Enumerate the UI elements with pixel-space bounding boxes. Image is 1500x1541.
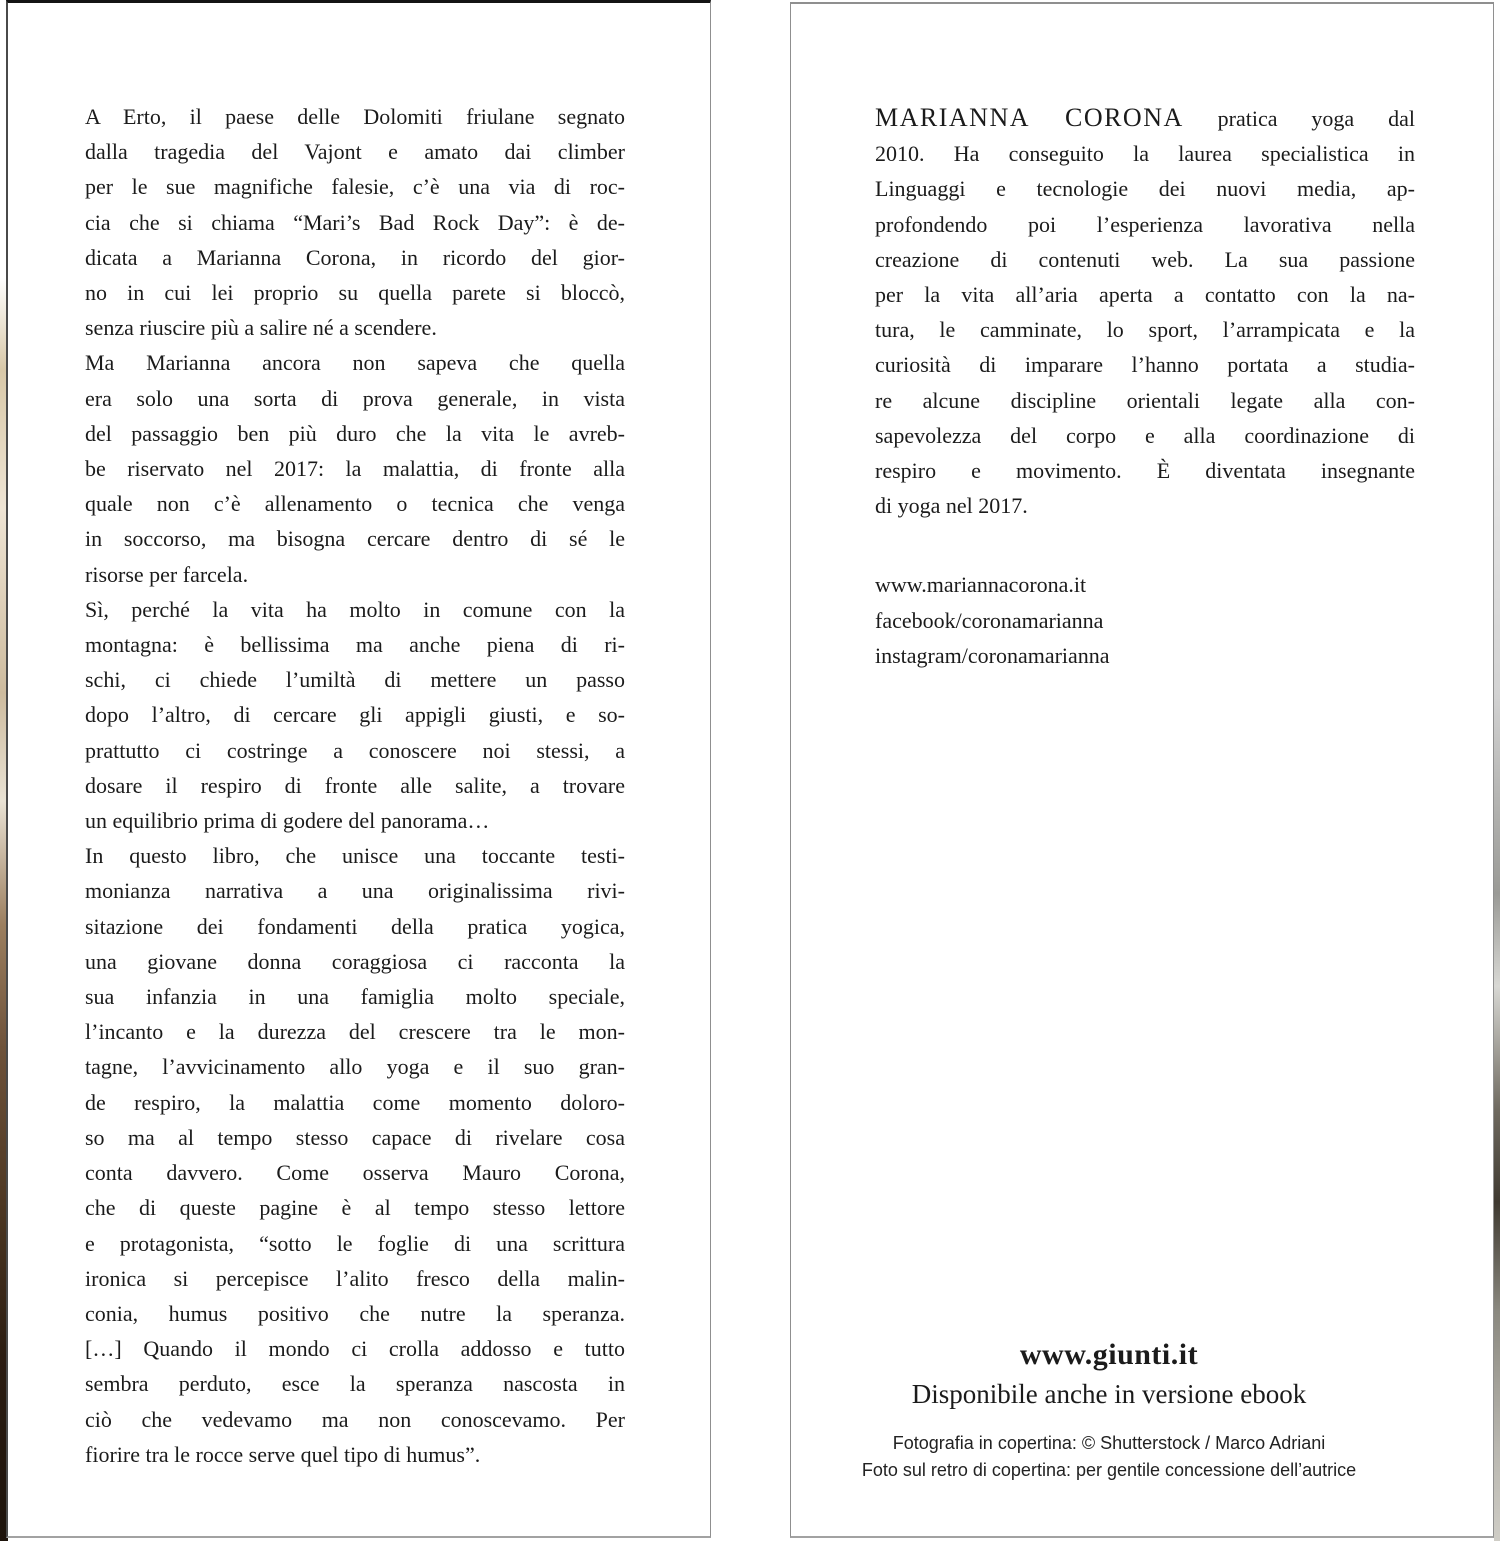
text-line: Sì, perché la vita ha molto in comune con la — [85, 596, 625, 622]
text-line: un equilibrio prima di godere del panorama… — [85, 808, 490, 834]
text-line: 2010. Ha conseguito la laurea specialistica in — [875, 141, 1415, 167]
text-line: senza riuscire più a salire né a scendere. — [85, 315, 437, 341]
text-line: tura, le camminate, lo sport, l’arrampicata e la — [875, 317, 1415, 343]
text-line: profondendo poi l’esperienza lavorativa nella — [875, 211, 1415, 237]
back-cover-photo-credit: Foto sul retro di copertina: per gentile concessione dell’autrice — [861, 1460, 1357, 1480]
text-line: ciò che vedevamo ma non conoscevamo. Per — [85, 1406, 625, 1432]
text-line: […] Quando il mondo ci crolla addosso e tutto — [85, 1336, 625, 1362]
text-line: per la vita all’aria aperta a contatto con la na- — [875, 282, 1415, 308]
text-line: de respiro, la malattia come momento doloro- — [85, 1089, 625, 1115]
text-line: e protagonista, “sotto le foglie di una scrittura — [85, 1230, 625, 1256]
text-line: Linguaggi e tecnologie dei nuovi media, ap- — [875, 176, 1415, 202]
text-line: montagna: è bellissima ma anche piena di ri- — [85, 632, 625, 658]
text-line: fiorire tra le rocce serve quel tipo di humus”. — [85, 1441, 481, 1467]
text-line: del passaggio ben più duro che la vita le avreb- — [85, 420, 625, 446]
author-name-caps: MARIANNA CORONA — [875, 103, 1184, 132]
text-line: ironica si percepisce l’alito fresco della malin- — [85, 1265, 625, 1291]
text-line: cia che si chiama “Mari’s Bad Rock Day”: è de- — [85, 209, 625, 235]
text-line: in soccorso, ma bisogna cercare dentro di sé le — [85, 526, 625, 552]
ebook-availability-note: Disponibile anche in versione ebook — [911, 1379, 1307, 1409]
text-line: facebook/coronamarianna — [875, 607, 1104, 633]
text-line: www.mariannacorona.it — [875, 572, 1087, 598]
text-line: di yoga nel 2017. — [875, 493, 1028, 519]
text-line: instagram/coronamarianna — [875, 642, 1110, 668]
author-bio-text — [875, 4, 1415, 523]
text-line: prattutto ci costringe a conoscere noi stessi, a — [85, 737, 625, 763]
author-links — [875, 567, 1493, 673]
text-line: A Erto, il paese delle Dolomiti friulane segnato — [85, 104, 625, 129]
text-line: dicata a Marianna Corona, in ricordo del gior- — [85, 244, 625, 270]
cover-photo-credit: Fotografia in copertina: © Shutterstock / Marco Adriani — [892, 1433, 1326, 1453]
text-line: sembra perduto, esce la speranza nascosta in — [85, 1371, 625, 1397]
text-line: Ma Marianna ancora non sapeva che quella — [85, 350, 625, 376]
text-line: era solo una sorta di prova generale, in vista — [85, 385, 625, 411]
text-line: una giovane donna coraggiosa ci racconta la — [85, 948, 625, 974]
text-line: tagne, l’avvicinamento allo yoga e il suo gran- — [85, 1054, 625, 1080]
text-line: MARIANNA CORONA pratica yoga dal — [875, 103, 1415, 132]
photo-credits — [791, 1430, 1427, 1484]
text-line: so ma al tempo stesso capace di rivelare cosa — [85, 1124, 625, 1150]
text-line: dalla tragedia del Vajont e amato dai climber — [85, 139, 625, 165]
text-line: respiro e movimento. È diventata insegnante — [875, 458, 1415, 484]
text-line: schi, ci chiede l’umiltà di mettere un passo — [85, 667, 625, 693]
text-line: conta davvero. Come osserva Mauro Corona, — [85, 1160, 625, 1186]
cover-photo-sliver-right — [1494, 0, 1500, 1541]
text-line: be riservato nel 2017: la malattia, di fronte alla — [85, 456, 625, 482]
text-line: sua infanzia in una famiglia molto speciale, — [85, 984, 625, 1010]
text-line: sitazione dei fondamenti della pratica yogica, — [85, 913, 625, 939]
text-line: In questo libro, che unisce una toccante testi- — [85, 843, 625, 869]
text-line: monianza narrativa a una originalissima rivi- — [85, 878, 625, 904]
text-line: risorse per farcela. — [85, 561, 249, 587]
text-line: per le sue magnifiche falesie, c’è una via di roc- — [85, 174, 625, 200]
publisher-block — [791, 1336, 1427, 1484]
text-line: curiosità di imparare l’hanno portata a studia- — [875, 352, 1415, 378]
text-line: sapevolezza del corpo e alla coordinazione di — [875, 422, 1415, 448]
text-line: dosare il respiro di fronte alle salite, a trovare — [85, 772, 625, 798]
back-flap-panel — [790, 2, 1494, 1538]
text-line: quale non c’è allenamento o tecnica che venga — [85, 491, 625, 517]
text-line: re alcune discipline orientali legate alla con- — [875, 387, 1415, 413]
front-flap-panel — [6, 0, 711, 1538]
text-line: che di queste pagine è al tempo stesso lettore — [85, 1195, 625, 1221]
text-line: creazione di contenuti web. La sua passione — [875, 246, 1415, 272]
text-line: l’incanto e la durezza del crescere tra le mon- — [85, 1019, 625, 1045]
publisher-url: www.giunti.it — [1019, 1338, 1199, 1371]
text-line: dopo l’altro, di cercare gli appigli giusti, e so- — [85, 702, 625, 728]
text-line: conia, humus positivo che nutre la speranza. — [85, 1300, 625, 1326]
text-line: no in cui lei proprio su quella parete si bloccò, — [85, 280, 625, 306]
flap-description-text — [85, 3, 625, 1472]
